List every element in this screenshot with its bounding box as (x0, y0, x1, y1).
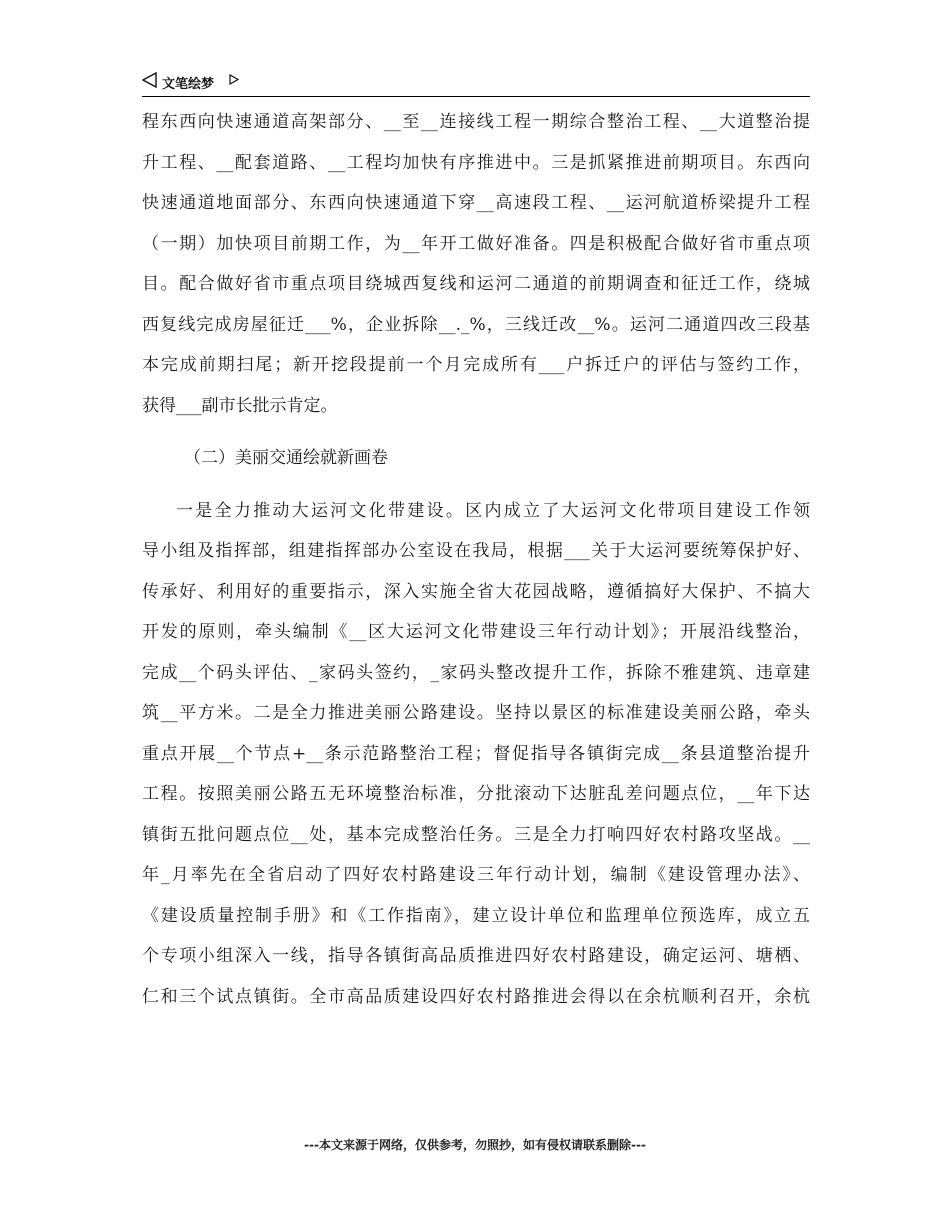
text-line: 本完成前期扫尾；新开挖段提前一个月完成所有___户拆迁户的评估与签约工作， (142, 355, 810, 375)
triangle-left-icon (142, 72, 158, 88)
text-line: 西复线完成房屋征迁___%，企业拆除__._%，三线迁改__%。运河二通道四改三段基 (142, 314, 810, 335)
text-line: 程东西向快速通道高架部分、__至__连接线工程一期综合整治工程、__大道整治提 (142, 112, 810, 132)
text-line: 《建设质量控制手册》和《工作指南》，建立设计单位和监理单位预选库，成立五 (142, 905, 810, 926)
text-line: 完成__个码头评估、_家码头签约，_家码头整改提升工作，拆除不雅建筑、违章建 (142, 662, 810, 683)
text-line: 传承好、利用好的重要指示，深入实施全省大花园战略，遵循搞好大保护、不搞大 (142, 581, 810, 602)
text-line: （一期）加快项目前期工作，为__年开工做好准备。四是积极配合做好省市重点项 (142, 233, 810, 254)
paragraph (142, 491, 810, 1018)
text-line: 快速通道地面部分、东西向快速通道下穿__高速段工程、__运河航道桥梁提升工程 (142, 193, 810, 213)
text-line: 获得___副市长批示肯定。 (142, 395, 338, 416)
text-line: 工程。按照美丽公路五无环境整治标准，分批滚动下达脏乱差问题点位，__年下达 (142, 784, 810, 804)
paragraph (142, 102, 810, 426)
text-line: 年_月率先在全省启动了四好农村路建设三年行动计划，编制《建设管理办法》、 (142, 865, 810, 885)
text-line: 一是全力推动大运河文化带建设。区内成立了大运河文化带项目建设工作领 (176, 500, 810, 521)
text-line: 仁和三个试点镇街。全市高品质建设四好农村路推进会得以在余杭顺利召开，余杭 (142, 986, 810, 1007)
page-header (142, 70, 810, 96)
text-line: 升工程、__配套道路、__工程均加快有序推进中。三是抓紧推进前期项目。东西向 (142, 152, 810, 173)
text-line: 开发的原则，牵头编制《__区大运河文化带建设三年行动计划》；开展沿线整治， (142, 622, 810, 642)
text-line: 目。配合做好省市重点项目绕城西复线和运河二通道的前期调查和征迁工作，绕城 (142, 274, 810, 294)
text-line: 个专项小组深入一线，指导各镇街高品质推进四好农村路建设，确定运河、塘栖、 (142, 946, 810, 966)
text-line: 筑__平方米。二是全力推进美丽公路建设。坚持以景区的标准建设美丽公路，牵头 (142, 703, 810, 723)
brand-label: 文笔绘梦 (162, 77, 215, 92)
text-line: 镇街五批问题点位__处，基本完成整治任务。三是全力打响四好农村路攻坚战。__ (142, 824, 810, 845)
text-line: 重点开展__个节点+__条示范路整治工程；督促指导各镇街完成__条县道整治提升 (142, 743, 810, 764)
triangle-right-icon (229, 74, 239, 85)
header-divider (142, 96, 810, 97)
section-heading: （二）美丽交通绘就新画卷 (184, 448, 388, 468)
footer-disclaimer: ---本文来源于网络，仅供参考，勿照抄，如有侵权请联系删除--- (304, 1138, 646, 1152)
document-body (142, 102, 810, 1017)
text-line: 导小组及指挥部，组建指挥部办公室设在我局，根据___关于大运河要统筹保护好、 (142, 541, 810, 561)
